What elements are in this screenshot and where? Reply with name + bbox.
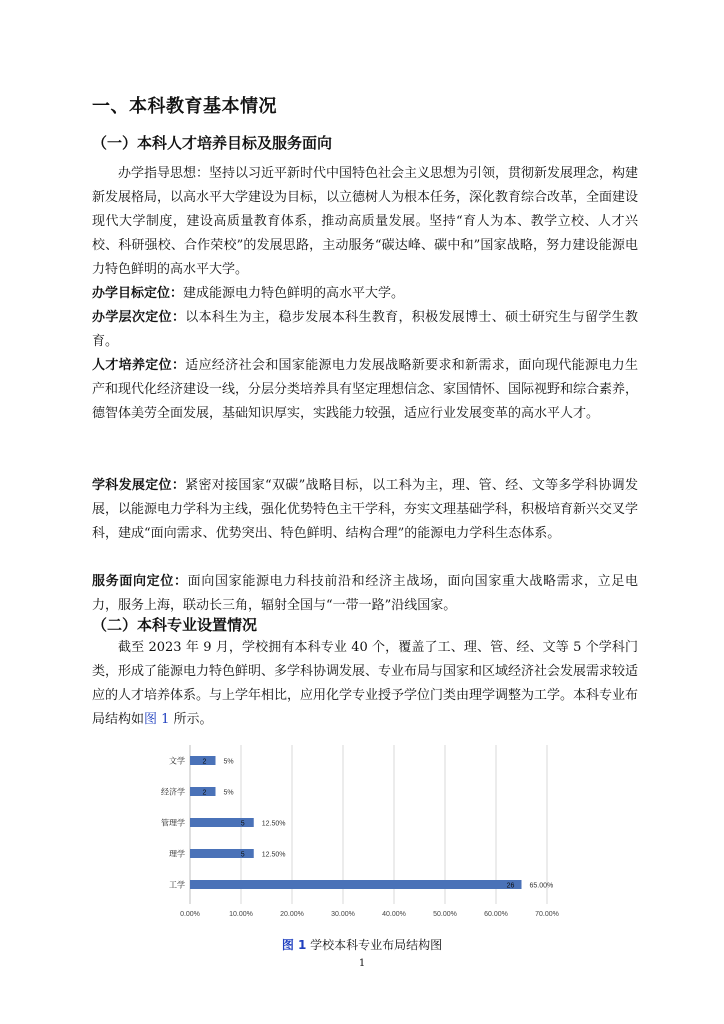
page-number: 1: [358, 958, 366, 969]
positioning-item: [92, 570, 638, 618]
x-tick-label: 50.00%: [433, 911, 457, 918]
count-label: 26: [506, 882, 515, 890]
x-tick-label: 60.00%: [484, 911, 508, 918]
positioning-label: 办学目标定位：: [92, 286, 184, 301]
category-label: 经济学: [161, 787, 185, 797]
positioning-label: 学科发展定位：: [92, 478, 186, 493]
positioning-label: 服务面向定位：: [92, 574, 188, 589]
category-label: 管理学: [161, 818, 185, 828]
positioning-item: [92, 474, 638, 546]
majors-text: 截至 2023 年 9 月，学校拥有本科专业 40 个，覆盖了工、理、管、经、文等 5 个学科门类，形成了能源电力特色鲜明、多学科协调发展、专业布局与国家和区域经济社会发展需求较适应的人才培养体系。与上学年相比，应用化学专业授予学位门类由理学调整为工学。本科专业布局结构如: [92, 640, 639, 727]
positioning-label: 办学层次定位：: [92, 310, 186, 325]
category-label: 工学: [169, 880, 185, 890]
count-label: 2: [202, 758, 207, 766]
positioning-item: [92, 354, 638, 426]
value-label: 12.50%: [261, 820, 286, 828]
majors-bar-chart: [150, 735, 580, 925]
subsection-title-goals: （一）本科人才培养目标及服务面向: [92, 134, 333, 152]
value-label: 65.00%: [529, 882, 554, 890]
positioning-text: 适应经济社会和国家能源电力发展战略新要求和新需求，面向现代能源电力生产和现代化经济建设一线，分层分类培养具有坚定理想信念、家国情怀、国际视野和综合素养，德智体美劳全面发展，基础知识厚实，实践能力较强，适应行业发展变革的高水平人才。: [92, 358, 639, 421]
positioning-text: 建成能源电力特色鲜明的高水平大学。: [183, 286, 405, 301]
x-tick-label: 0.00%: [180, 911, 200, 918]
positioning-text: 以本科生为主，稳步发展本科生教育，积极发展博士、硕士研究生与留学生教育。: [92, 310, 638, 349]
count-label: 2: [202, 789, 207, 797]
x-tick-label: 30.00%: [331, 911, 355, 918]
section-heading: 一、本科教育基本情况: [92, 96, 277, 117]
x-tick-label: 40.00%: [382, 911, 406, 918]
figure-reference-link[interactable]: 图 1: [144, 712, 170, 727]
category-label: 文学: [169, 756, 185, 766]
value-label: 5%: [223, 758, 234, 766]
category-label: 理学: [169, 849, 185, 859]
subsection-title-majors: （二）本科专业设置情况: [92, 616, 258, 634]
value-label: 12.50%: [261, 851, 286, 859]
positioning-text: 紧密对接国家“双碳”战略目标，以工科为主，理、管、经、文等多学科协调发展，以能源电力学科为主线，强化优势特色主干学科，夯实文理基础学科，积极培育新兴交叉学科，建成“面向需求、优势突出、特色鲜明、结构合理”的能源电力学科生态体系。: [92, 478, 639, 541]
value-label: 5%: [223, 789, 234, 797]
count-label: 5: [240, 820, 245, 828]
majors-text-end: 所示。: [169, 712, 213, 727]
x-tick-label: 10.00%: [229, 911, 253, 918]
majors-paragraph: [92, 636, 638, 732]
figure-caption: [0, 936, 724, 953]
positioning-text: 面向国家能源电力科技前沿和经济主战场，面向国家重大战略需求，立足电力，服务上海，联动长三角，辐射全国与“一带一路”沿线国家。: [92, 574, 638, 613]
figure-caption-text: 学校本科专业布局结构图: [306, 938, 443, 952]
positioning-item: [92, 306, 638, 354]
x-tick-label: 70.00%: [535, 911, 559, 918]
positioning-label: 人才培养定位：: [92, 358, 186, 373]
figure-number: 图 1: [281, 938, 307, 952]
positioning-item: [92, 282, 638, 306]
guiding-ideology-paragraph: 办学指导思想：坚持以习近平新时代中国特色社会主义思想为引领，贯彻新发展理念，构建新发展格局，以高水平大学建设为目标，以立德树人为根本任务，深化教育综合改革，全面建设现代大学制度，建设高质量教育体系，推动高质量发展。坚持“育人为本、教学立校、人才兴校、科研强校、合作荣校”的发展思路，主动服务“碳达峰、碳中和”国家战略，努力建设能源电力特色鲜明的高水平大学。: [92, 166, 639, 277]
count-label: 5: [240, 851, 245, 859]
bar-4: [190, 880, 522, 889]
x-tick-label: 20.00%: [280, 911, 304, 918]
